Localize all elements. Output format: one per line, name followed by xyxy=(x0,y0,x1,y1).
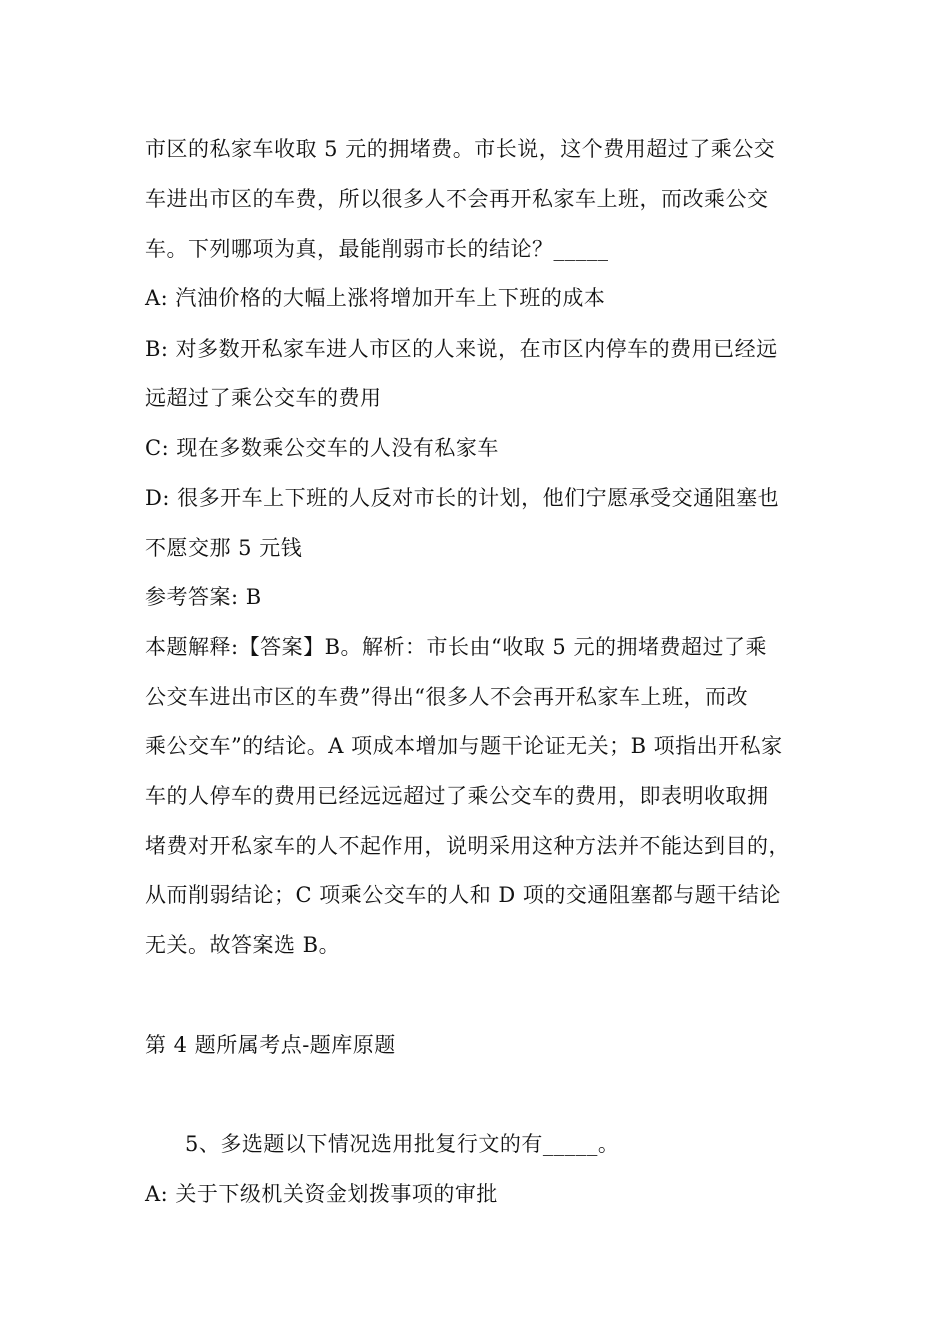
question-topic: 第 4 题所属考点-题库原题 xyxy=(145,1033,396,1057)
option-d-line-1: D: 很多开车上下班的人反对市长的计划，他们宁愿承受交通阻塞也 xyxy=(145,486,780,510)
option-b-line-2: 远超过了乘公交车的费用 xyxy=(145,386,382,410)
question-stem-line-3: 车。下列哪项为真，最能削弱市长的结论？_____ xyxy=(145,237,609,261)
option-b-line-1: B: 对多数开私家车进人市区的人来说，在市区内停车的费用已经远 xyxy=(145,337,778,361)
question-5-stem: 5、多选题以下情况选用批复行文的有_____。 xyxy=(185,1132,620,1156)
explanation-line-3: 乘公交车”的结论。A 项成本增加与题干论证无关；B 项指出开私家 xyxy=(145,734,783,758)
explanation-line-2: 公交车进出市区的车费”得出“很多人不会再开私家车上班，而改 xyxy=(145,685,748,709)
explanation-line-5: 堵费对开私家车的人不起作用，说明采用这种方法并不能达到目的， xyxy=(145,834,790,858)
option-c: C: 现在多数乘公交车的人没有私家车 xyxy=(145,436,499,460)
reference-answer: 参考答案: B xyxy=(145,585,262,609)
explanation-line-1: 本题解释:【答案】B。解析：市长由“收取 5 元的拥堵费超过了乘 xyxy=(145,635,767,659)
question-stem-line-2: 车进出市区的车费，所以很多人不会再开私家车上班，而改乘公交 xyxy=(145,187,769,211)
explanation-line-6: 从而削弱结论；C 项乘公交车的人和 D 项的交通阻塞都与题干结论 xyxy=(145,883,781,907)
question-stem-line-1: 市区的私家车收取 5 元的拥堵费。市长说，这个费用超过了乘公交 xyxy=(145,137,776,161)
explanation-line-4: 车的人停车的费用已经远远超过了乘公交车的费用，即表明收取拥 xyxy=(145,784,769,808)
option-a: A: 汽油价格的大幅上涨将增加开车上下班的成本 xyxy=(145,286,606,310)
option-d-line-2: 不愿交那 5 元钱 xyxy=(145,536,303,560)
explanation-line-7: 无关。故答案选 B。 xyxy=(145,933,341,957)
question-5-option-a: A: 关于下级机关资金划拨事项的审批 xyxy=(145,1182,498,1206)
